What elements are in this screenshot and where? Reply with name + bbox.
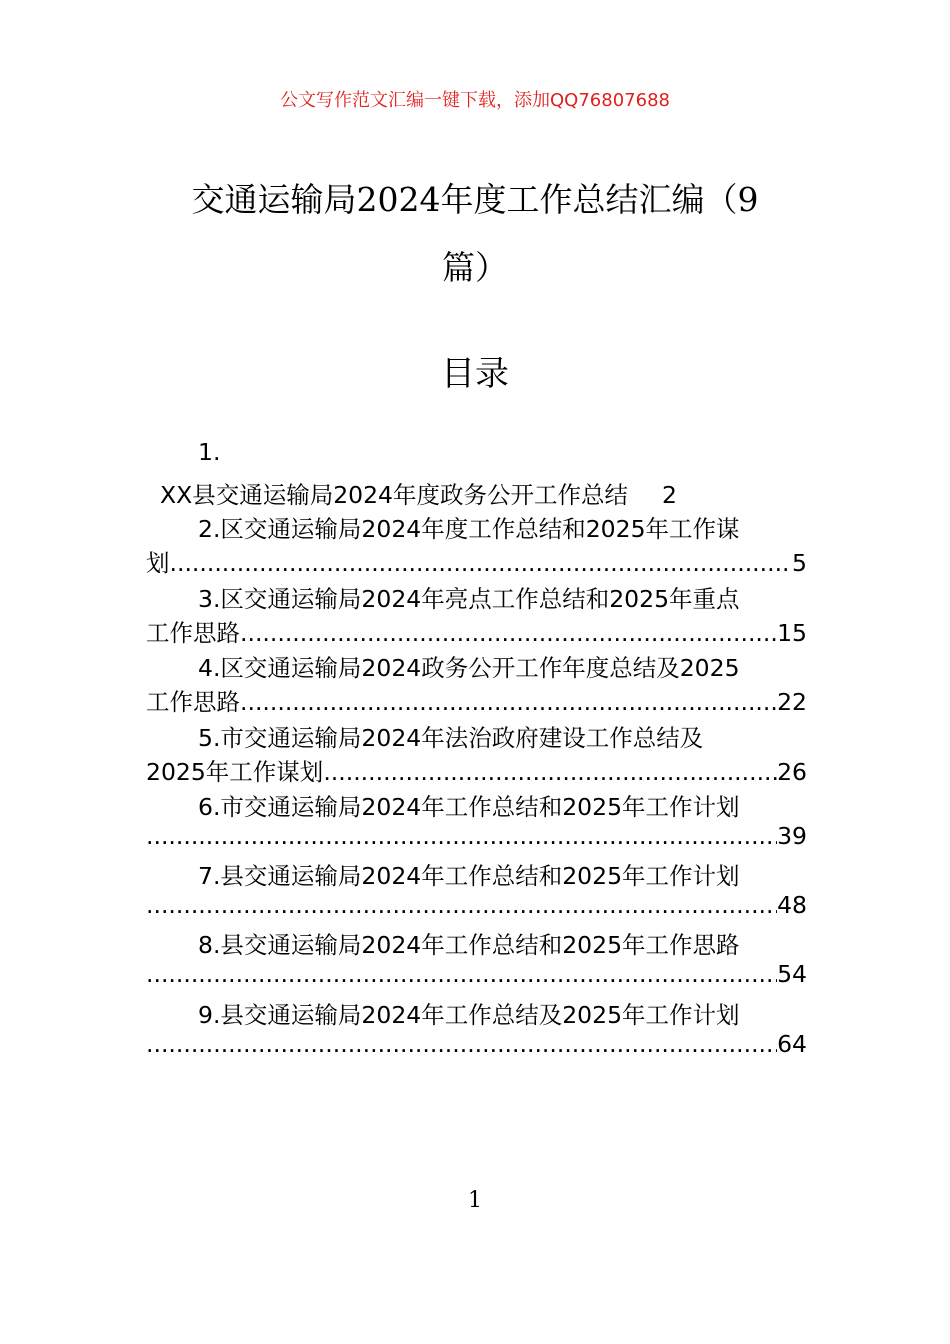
- toc-entry-4-line-1[interactable]: 4.区交通运输局2024政务公开工作年度总结及2025: [198, 654, 740, 682]
- document-title-line-1: 交通运输局2024年度工作总结汇编（9: [191, 180, 759, 219]
- toc-entry-8-line-1[interactable]: 8.县交通运输局2024年工作总结和2025年工作思路: [198, 931, 740, 959]
- toc-entry-9-line-2[interactable]: [146, 1030, 807, 1058]
- toc-entry-1-text: XX县交通运输局2024年度政务公开工作总结: [160, 481, 629, 509]
- toc-entry-5-line-1[interactable]: 5.市交通运输局2024年法治政府建设工作总结及: [198, 724, 704, 752]
- toc-heading: 目录: [441, 354, 509, 394]
- toc-entry-2-text: 划: [146, 549, 170, 577]
- download-banner: 公文写作范文汇编一键下载，添加QQ76807688: [280, 90, 670, 111]
- toc-entry-2-line-2[interactable]: [146, 544, 807, 578]
- dot-leader: [146, 1030, 777, 1058]
- toc-entry-3-text: 工作思路: [146, 619, 240, 647]
- dot-leader: [170, 549, 793, 577]
- toc-entry-1-line-2[interactable]: [160, 476, 821, 510]
- toc-entry-6-line-2[interactable]: [146, 822, 807, 850]
- toc-entry-4-text: 工作思路: [146, 688, 240, 716]
- toc-entry-6-line-1[interactable]: 6.市交通运输局2024年工作总结和2025年工作计划: [198, 793, 740, 821]
- toc-entry-4-line-2[interactable]: [146, 683, 807, 717]
- dot-leader: [146, 822, 777, 850]
- toc-entry-7-page: 48: [777, 891, 807, 919]
- toc-entry-5-line-2[interactable]: [146, 753, 807, 787]
- dot-leader: [323, 758, 777, 786]
- toc-entry-9-line-1[interactable]: 9.县交通运输局2024年工作总结及2025年工作计划: [198, 1001, 740, 1029]
- dot-leader: [240, 688, 777, 716]
- toc-entry-7-line-1[interactable]: 7.县交通运输局2024年工作总结和2025年工作计划: [198, 862, 740, 890]
- toc-entry-3-line-1[interactable]: 3.区交通运输局2024年亮点工作总结和2025年重点: [198, 585, 740, 613]
- footer-page-number: 1: [468, 1188, 482, 1213]
- toc-entry-2-line-1[interactable]: 2.区交通运输局2024年度工作总结和2025年工作谋: [198, 515, 740, 543]
- toc-entry-1-page: 2: [662, 481, 677, 509]
- toc-entry-2-page: 5: [792, 549, 807, 577]
- toc-entry-3-page: 15: [777, 619, 807, 647]
- toc-entry-3-line-2[interactable]: [146, 614, 807, 648]
- toc-entry-8-page: 54: [777, 960, 807, 988]
- dot-leader: [240, 619, 777, 647]
- toc-entry-5-text: 2025年工作谋划: [146, 758, 324, 786]
- dot-leader: [146, 891, 777, 919]
- dot-leader: [146, 960, 777, 988]
- toc-entry-9-page: 64: [777, 1030, 807, 1058]
- toc-entry-5-page: 26: [777, 758, 807, 786]
- document-title-line-2: 篇）: [442, 248, 508, 287]
- toc-entry-4-page: 22: [777, 688, 807, 716]
- toc-entry-8-line-2[interactable]: [146, 960, 807, 988]
- toc-entry-6-page: 39: [777, 822, 807, 850]
- toc-entry-1-line-1[interactable]: 1.: [198, 438, 221, 466]
- toc-entry-7-line-2[interactable]: [146, 891, 807, 919]
